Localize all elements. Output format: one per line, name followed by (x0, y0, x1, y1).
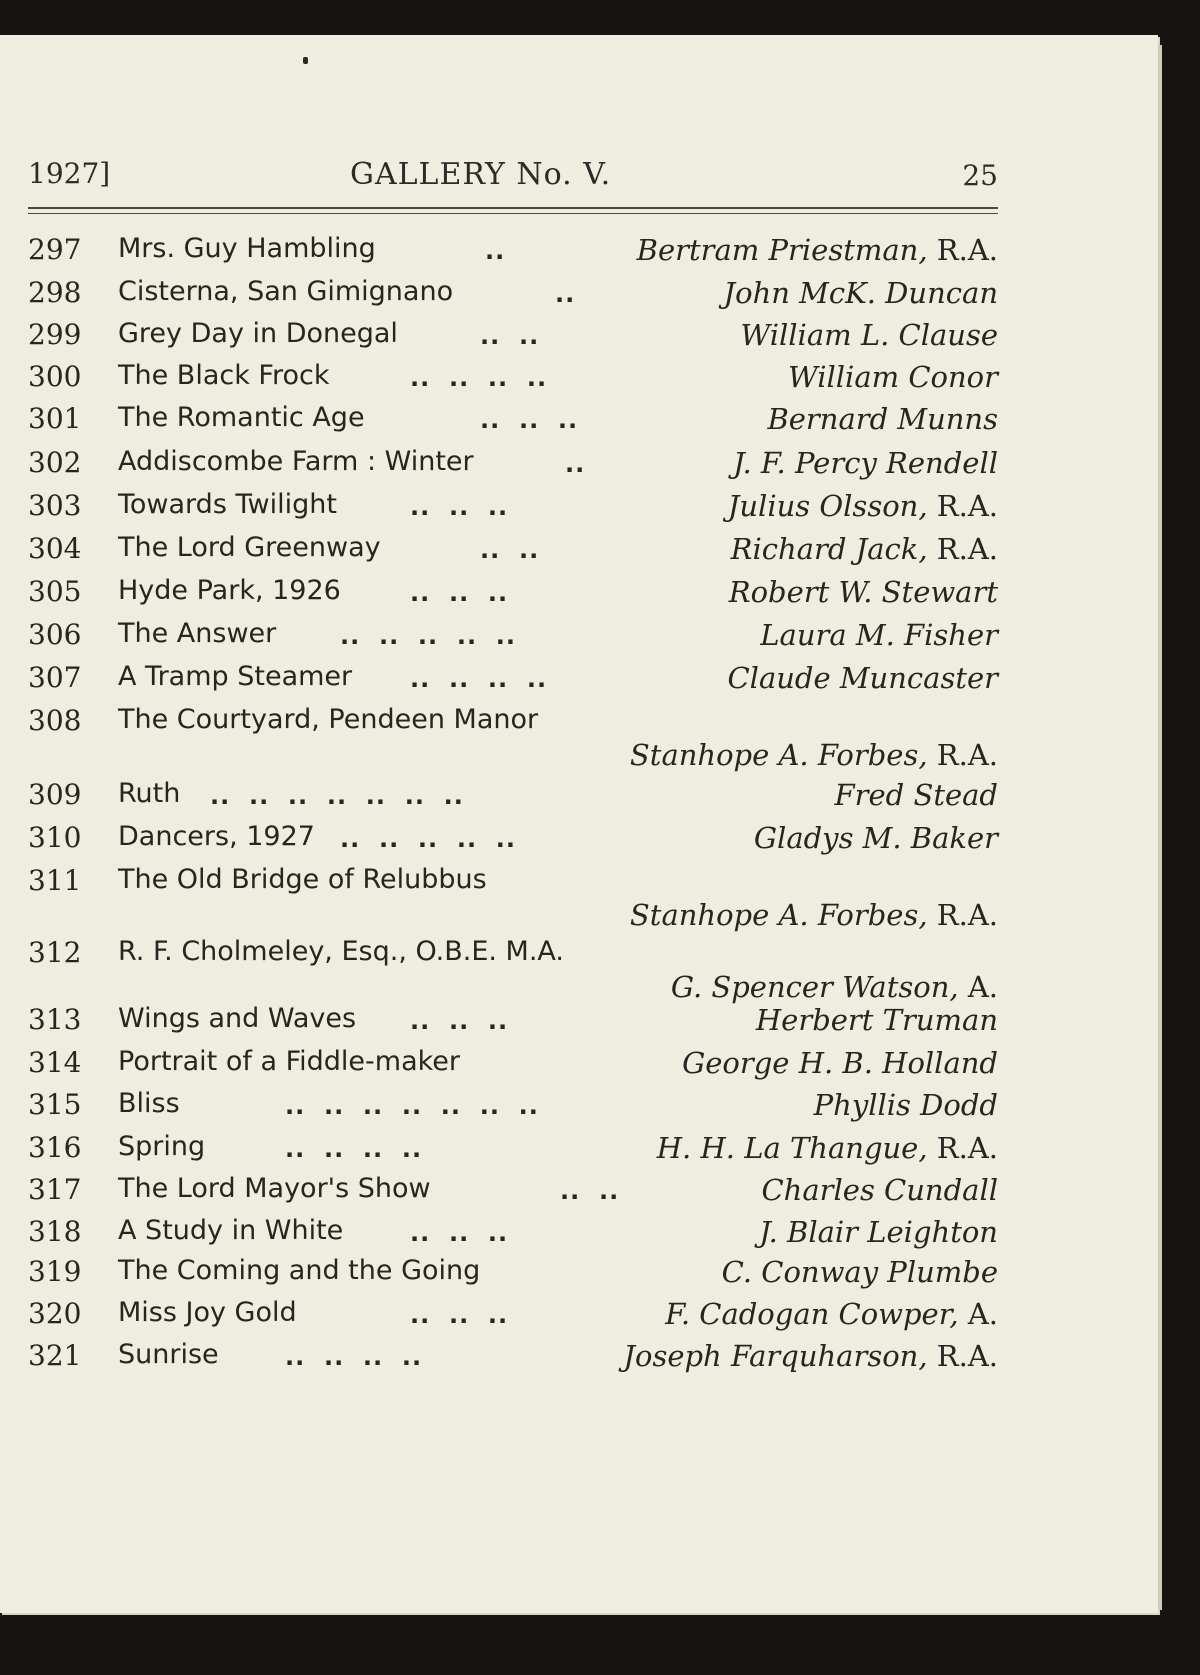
artist-name: Herbert Truman (755, 1003, 998, 1037)
list-item (0, 618, 1158, 662)
entry-artist (731, 532, 998, 566)
list-item (0, 661, 1158, 705)
entry-title: The Black Frock (118, 360, 330, 391)
artist-honours: R.A. (936, 532, 998, 566)
entry-title: The Courtyard, Pendeen Manor (118, 704, 539, 735)
list-item (0, 233, 1158, 277)
entry-title: The Old Bridge of Relubbus (118, 864, 487, 895)
entry-title: The Lord Greenway (118, 532, 381, 563)
entry-title: Dancers, 1927 (118, 821, 315, 852)
artist-name: C. Conway Plumbe (721, 1255, 998, 1289)
entry-number: 319 (28, 1255, 82, 1288)
entry-number: 304 (28, 532, 82, 565)
dot-leader: .. .. .. .. (410, 364, 548, 392)
entry-title: Bliss (118, 1088, 180, 1119)
list-item (0, 446, 1158, 490)
dot-leader: .. (555, 280, 576, 308)
dot-leader: .. .. .. (410, 493, 509, 521)
entry-number: 312 (28, 936, 82, 969)
artist-honours: R.A. (936, 1339, 998, 1373)
entry-number: 303 (28, 489, 82, 522)
entry-artist (767, 402, 998, 436)
entry-number: 297 (28, 233, 82, 266)
entry-title: Portrait of a Fiddle-maker (118, 1046, 461, 1077)
list-item (0, 1003, 1158, 1047)
artist-name: Julius Olsson, (727, 489, 928, 523)
list-item (0, 1215, 1158, 1259)
dot-leader: .. .. .. (410, 1301, 509, 1329)
dot-leader: .. .. (480, 322, 540, 350)
entry-artist (637, 233, 998, 267)
entry-artist (740, 318, 998, 352)
dot-leader: .. .. .. .. (285, 1135, 423, 1163)
entry-title: Cisterna, San Gimignano (118, 276, 454, 307)
entry-title: Wings and Waves (118, 1003, 357, 1034)
list-item (0, 1339, 1158, 1383)
artist-honours: R.A. (936, 1131, 998, 1165)
list-item (0, 704, 1158, 772)
artist-honours: R.A. (936, 489, 998, 523)
entry-title: Grey Day in Donegal (118, 318, 398, 349)
list-item (0, 1088, 1158, 1132)
entry-number: 311 (28, 864, 82, 897)
entry-artist (722, 1255, 998, 1289)
entry-title: Addiscombe Farm : Winter (118, 446, 474, 477)
dot-leader: .. (485, 237, 506, 265)
artist-honours: R.A. (936, 233, 998, 267)
entry-title: Spring (118, 1131, 206, 1162)
dot-leader: .. .. .. (410, 1007, 509, 1035)
entry-number: 298 (28, 276, 82, 309)
list-item (0, 1046, 1158, 1090)
entry-title: A Study in White (118, 1215, 344, 1246)
artist-name: H. H. La Thangue, (656, 1131, 928, 1165)
artist-name: F. Cadogan Cowper, (665, 1297, 959, 1331)
dot-leader: .. .. .. .. .. (340, 622, 517, 650)
artist-name: Stanhope A. Forbes, (629, 898, 928, 932)
list-item (0, 532, 1158, 576)
list-item (0, 360, 1158, 404)
artist-name: Claude Muncaster (727, 661, 998, 695)
list-item (0, 778, 1158, 822)
catalogue-page (0, 35, 1158, 1613)
list-item (0, 864, 1158, 932)
entry-number: 306 (28, 618, 82, 651)
list-item (0, 402, 1158, 446)
entry-artist (729, 575, 998, 609)
entry-number: 321 (28, 1339, 82, 1372)
artist-honours: R.A. (936, 898, 998, 932)
entry-title: Sunrise (118, 1339, 219, 1370)
entry-artist (723, 276, 998, 310)
artist-name: G. Spencer Watson, (670, 970, 959, 1004)
entry-title: R. F. Cholmeley, Esq., O.B.E. M.A. (118, 936, 565, 967)
artist-name: John McK. Duncan (723, 276, 998, 310)
artist-name: Bertram Priestman, (636, 233, 928, 267)
list-item (0, 1297, 1158, 1341)
dot-leader: .. (565, 450, 586, 478)
list-item (0, 1255, 1158, 1299)
artist-honours: R.A. (936, 738, 998, 772)
entry-number: 314 (28, 1046, 82, 1079)
list-item (0, 276, 1158, 320)
dot-leader: .. .. .. .. (410, 665, 548, 693)
entry-artist (623, 1339, 998, 1373)
entry-number: 300 (28, 360, 82, 393)
entry-title: The Answer (118, 618, 277, 649)
artist-name: J. Blair Leighton (759, 1215, 998, 1249)
header-title: GALLERY No. V. (350, 157, 612, 192)
list-item (0, 1173, 1158, 1217)
entry-number: 316 (28, 1131, 82, 1164)
entry-number: 310 (28, 821, 82, 854)
list-item (0, 1131, 1158, 1175)
entry-title: The Lord Mayor's Show (118, 1173, 431, 1204)
entry-artist (814, 1088, 998, 1122)
artist-name: Robert W. Stewart (728, 575, 998, 609)
dot-leader: .. .. .. (480, 406, 579, 434)
entry-artist (761, 1173, 998, 1207)
artist-name: Stanhope A. Forbes, (629, 738, 928, 772)
entry-artist (671, 970, 998, 1004)
entry-artist (760, 618, 998, 652)
artist-name: William L. Clause (740, 318, 998, 352)
entry-artist (630, 738, 998, 772)
entry-number: 317 (28, 1173, 82, 1206)
artist-name: J. F. Percy Rendell (733, 446, 998, 480)
list-item (0, 575, 1158, 619)
entry-number: 299 (28, 318, 82, 351)
entry-number: 307 (28, 661, 82, 694)
dot-leader: .. .. .. (410, 579, 509, 607)
entry-list (0, 35, 1158, 1535)
page-number: 25 (962, 159, 998, 192)
dot-leader: .. .. .. (410, 1219, 509, 1247)
artist-name: Fred Stead (834, 778, 998, 812)
entry-title: Ruth (118, 778, 181, 809)
list-item (0, 489, 1158, 533)
entry-number: 301 (28, 402, 82, 435)
list-item (0, 318, 1158, 362)
artist-honours: A. (967, 970, 998, 1004)
header-year: 1927] (28, 157, 111, 190)
list-item (0, 821, 1158, 865)
artist-name: Laura M. Fisher (760, 618, 998, 652)
entry-artist (759, 1215, 998, 1249)
entry-title: Miss Joy Gold (118, 1297, 297, 1328)
entry-artist (657, 1131, 998, 1165)
entry-title: A Tramp Steamer (118, 661, 353, 692)
entry-title: Mrs. Guy Hambling (118, 233, 376, 264)
artist-name: Richard Jack, (730, 532, 928, 566)
entry-number: 318 (28, 1215, 82, 1248)
entry-number: 305 (28, 575, 82, 608)
dot-leader: .. .. .. .. (285, 1343, 423, 1371)
dot-leader: .. .. .. .. .. (340, 825, 517, 853)
artist-name: Joseph Farquharson, (623, 1339, 928, 1373)
artist-name: Bernard Munns (767, 402, 998, 436)
dot-leader: .. .. (560, 1177, 620, 1205)
artist-name: William Conor (787, 360, 998, 394)
entry-number: 320 (28, 1297, 82, 1330)
entry-number: 315 (28, 1088, 82, 1121)
entry-number: 313 (28, 1003, 82, 1036)
entry-artist (788, 360, 998, 394)
entry-artist (835, 778, 998, 812)
artist-honours: A. (967, 1297, 998, 1331)
entry-title: Hyde Park, 1926 (118, 575, 341, 606)
entry-number: 309 (28, 778, 82, 811)
list-item (0, 936, 1158, 1004)
entry-title: The Romantic Age (118, 402, 365, 433)
artist-name: Gladys M. Baker (753, 821, 998, 855)
artist-name: Charles Cundall (761, 1173, 998, 1207)
dot-leader: .. .. .. .. .. .. .. (285, 1092, 539, 1120)
entry-artist (728, 489, 998, 523)
entry-artist (756, 1003, 998, 1037)
artist-name: George H. B. Holland (682, 1046, 998, 1080)
entry-number: 302 (28, 446, 82, 479)
entry-artist (665, 1297, 998, 1331)
entry-artist (727, 661, 998, 695)
entry-number: 308 (28, 704, 82, 737)
entry-title: The Coming and the Going (118, 1255, 481, 1286)
entry-artist (630, 898, 998, 932)
dot-leader: .. .. .. .. .. .. .. (210, 782, 464, 810)
entry-title: Towards Twilight (118, 489, 337, 520)
entry-artist (682, 1046, 998, 1080)
page-edge (1158, 45, 1162, 1610)
entry-artist (754, 821, 998, 855)
artist-name: Phyllis Dodd (813, 1088, 998, 1122)
dot-leader: .. .. (480, 536, 540, 564)
entry-artist (733, 446, 998, 480)
